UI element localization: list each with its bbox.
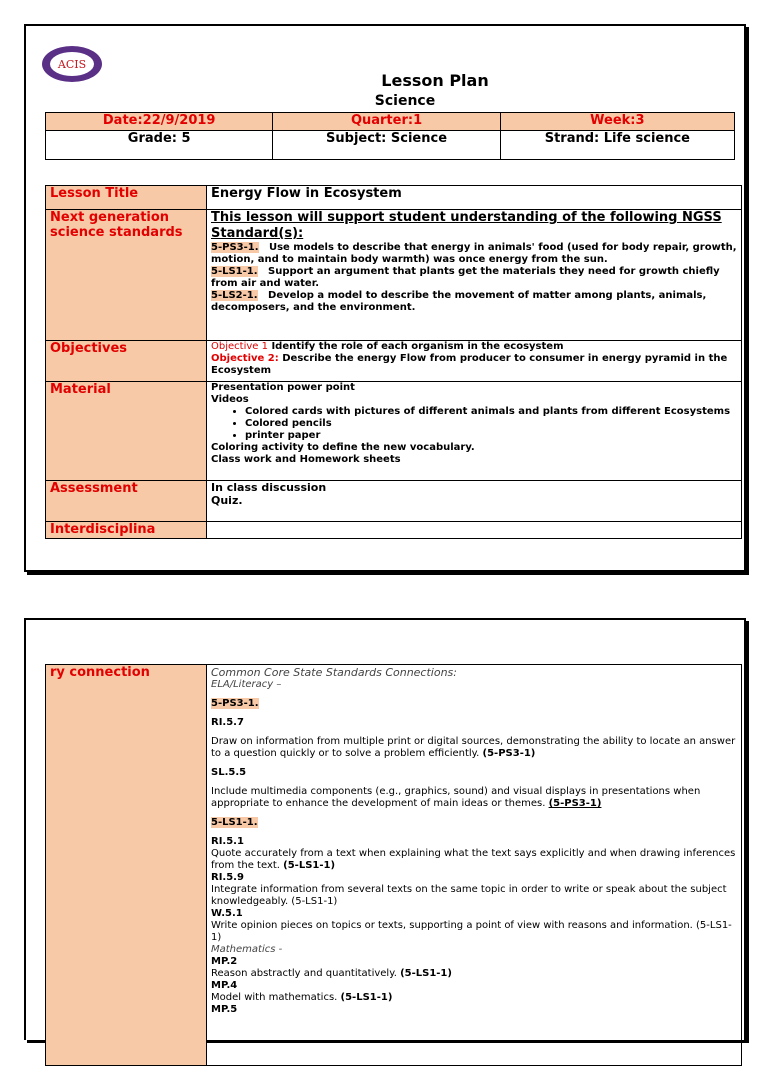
standard-text: Model with mathematics. (5-LS1-1) [211,992,393,1003]
ccss-heading: Common Core State Standards Connections: [211,666,457,679]
standard-code: RI.5.1 [211,836,244,847]
material-list [211,406,737,442]
standard-code: MP.5 [211,1004,238,1015]
standard-code: W.5.1 [211,908,243,919]
material-item: Class work and Homework sheets [211,454,401,465]
page-subtitle: Science [374,93,436,109]
lesson-title-label: Lesson Title [46,186,207,210]
material-item: Presentation power point [211,382,355,393]
lesson-plan-page-1 [24,24,746,572]
week-cell: Week:3 [500,113,734,131]
material-item: Videos [211,394,249,405]
standard-text: Quote accurately from a text when explaining what the text says explicitly and when drawing inferences from the text. (5-LS1-1) [211,848,736,871]
standard-code: SL.5.5 [211,767,247,778]
ngss-item: 5-LS2-1. Develop a model to describe the movement of matter among plants, animals, decomposers, and the environment. [211,290,707,313]
material-bullet: • Colored cards with pictures of different animals and plants from different Ecosystems [245,406,737,418]
ela-heading: ELA/Literacy – [211,679,282,690]
objective-1: Objective 1 Identify the role of each organism in the ecosystem [211,341,564,352]
standard-code: RI.5.9 [211,872,244,883]
objectives-content [207,341,742,382]
interdisciplinary-table [45,664,742,1066]
header-table [45,112,735,160]
objectives-label: Objectives [46,341,207,382]
math-heading: Mathematics - [211,944,283,955]
interdisciplinary-content [207,522,742,539]
material-content [207,382,742,481]
standard-code: MP.4 [211,980,238,991]
grade-cell: Grade: 5 [46,131,273,160]
interdisciplinary-label-cont: ry connection [46,665,207,1066]
quarter-cell: Quarter:1 [273,113,500,131]
assessment-item: In class discussion [211,481,327,494]
material-item: Coloring activity to define the new vocabulary. [211,442,475,453]
standard-text: Draw on information from multiple print or digital sources, demonstrating the ability to locate an answer to a question quickly or to solve a problem efficiently. (5-PS3-1) [211,736,736,759]
standard-text: Write opinion pieces on topics or texts, supporting a point of view with reasons and information. (5-LS1-1) [211,920,732,943]
assessment-label: Assessment [46,481,207,522]
standard-text: Reason abstractly and quantitatively. (5-LS1-1) [211,968,452,979]
lesson-details-table [45,185,742,539]
strand-cell: Strand: Life science [500,131,734,160]
ngss-heading: This lesson will support student understanding of the following NGSS Standard(s): [211,210,722,241]
interdisciplinary-label: Interdisciplina [46,522,207,539]
material-label: Material [46,382,207,481]
standard-code: 5-PS3-1. [211,698,259,709]
lesson-plan-page-2 [24,618,746,1040]
standard-code: RI.5.7 [211,717,244,728]
standard-code: MP.2 [211,956,238,967]
page-title: Lesson Plan [381,71,489,90]
assessment-item: Quiz. [211,494,243,507]
interdisciplinary-content-cont [207,665,742,1066]
ngss-item: 5-LS1-1. Support an argument that plants get the materials they need for growth chiefly from air and water. [211,266,720,289]
assessment-content [207,481,742,522]
lesson-title-value: Energy Flow in Ecosystem [207,186,742,210]
logo-text: ACIS [57,58,87,71]
standard-text: Include multimedia components (e.g., graphics, sound) and visual displays in presentations when appropriate to enhance the development of main ideas or themes. (5-PS3-1) [211,786,701,809]
material-bullet: • Colored pencils [245,418,737,430]
material-bullet: • printer paper [245,430,737,442]
standard-text: Integrate information from several texts on the same topic in order to write or speak about the subject knowledgeably. (5-LS1-1) [211,884,727,907]
ngss-item: 5-PS3-1. Use models to describe that energy in animals' food (used for body repair, growth, motion, and to maintain body warmth) was once energy from the sun. [211,242,737,265]
ngss-label: Next generation science standards [46,210,207,341]
ngss-content [207,210,742,341]
objective-2: Objective 2: Describe the energy Flow from producer to consumer in energy pyramid in the Ecosystem [211,353,728,376]
standard-code: 5-LS1-1. [211,817,258,828]
subject-cell: Subject: Science [273,131,500,160]
date-cell: Date:22/9/2019 [46,113,273,131]
